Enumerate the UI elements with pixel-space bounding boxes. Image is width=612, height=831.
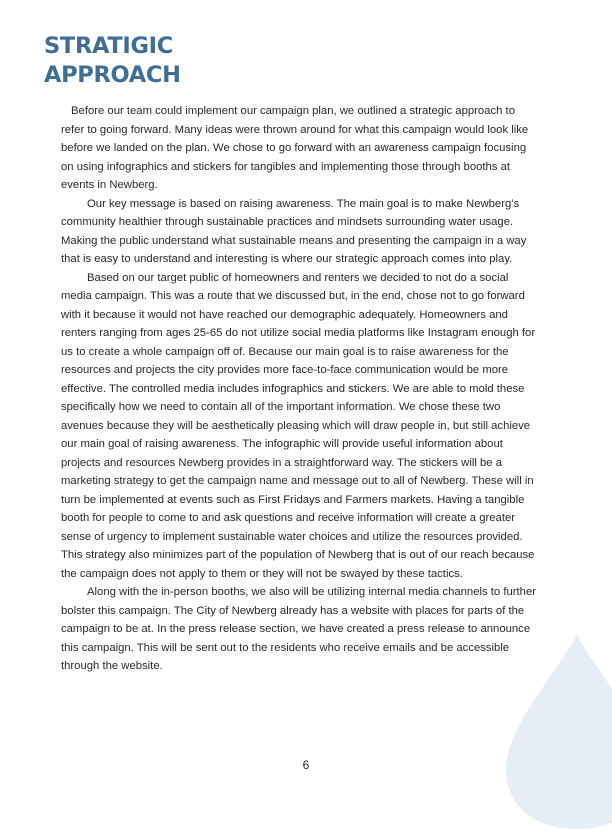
page-title (44, 32, 181, 90)
paragraph-key-message: Our key message is based on raising awareness. The main goal is to make Newberg’s community healthier through sustainable practices and mindsets surrounding water usage. Making the public understand what sustainable means and presenting the campaign in a way that is easy to understand and interesting is where our strategic approach comes into play. (61, 197, 527, 265)
page-number: 6 (302, 758, 310, 772)
body-text (61, 102, 539, 676)
page-title-line-2: APPROACH (44, 62, 181, 88)
page-title-line-1: STRATIGIC (44, 33, 173, 59)
water-drop-icon (502, 631, 612, 831)
paragraph-intro: Before our team could implement our campaign plan, we outlined a strategic approach to refer to going forward. Many ideas were thrown around for what this campaign would look like before we landed on the plan. We chose to go forward with an awareness campaign focusing on using infographics and stickers for tangibles and implementing those through booths at events in Newberg. (61, 105, 529, 191)
paragraph-target-public: Based on our target public of homeowners and renters we decided to not do a social media campaign. This was a route that we discussed but, in the end, chose not to go forward with it because it would not have reached our demographic adequately. Homeowners and renters ranging from ages 25-65 do not utilize social media platforms like Instagram enough for us to create a whole campaign off of. Because our main goal is to raise awareness for the resources and projects the city provides more face-to-face communication would be more effective. The controlled media includes infographics and stickers. We are able to mold these specifically how we need to contain all of the important information. We chose these two avenues because they will be aesthetically pleasing which will draw people in, but still achieve our main goal of raising awareness. The infographic will provide useful information about projects and resources Newberg provides in a straightforward way. The stickers will be a marketing strategy to get the campaign name and message out to all of Newberg. These will in turn be implemented at events such as First Fridays and Farmers markets. Having a tangible booth for people to come to and ask questions and receive information will create a greater sense of urgency to implement sustainable water choices and utilize the resources provided. This strategy also minimizes part of the population of Newberg that is out of our reach because the campaign does not apply to them or they will not be swayed by these tactics. (61, 271, 536, 580)
paragraph-internal-media: Along with the in-person booths, we also will be utilizing internal media channels to further bolster this campaign. The City of Newberg already has a website with places for parts of the campaign to be at. In the press release section, we have created a press release to announce this campaign. This will be sent out to the residents who receive emails and be accessible through the website. (61, 586, 536, 672)
